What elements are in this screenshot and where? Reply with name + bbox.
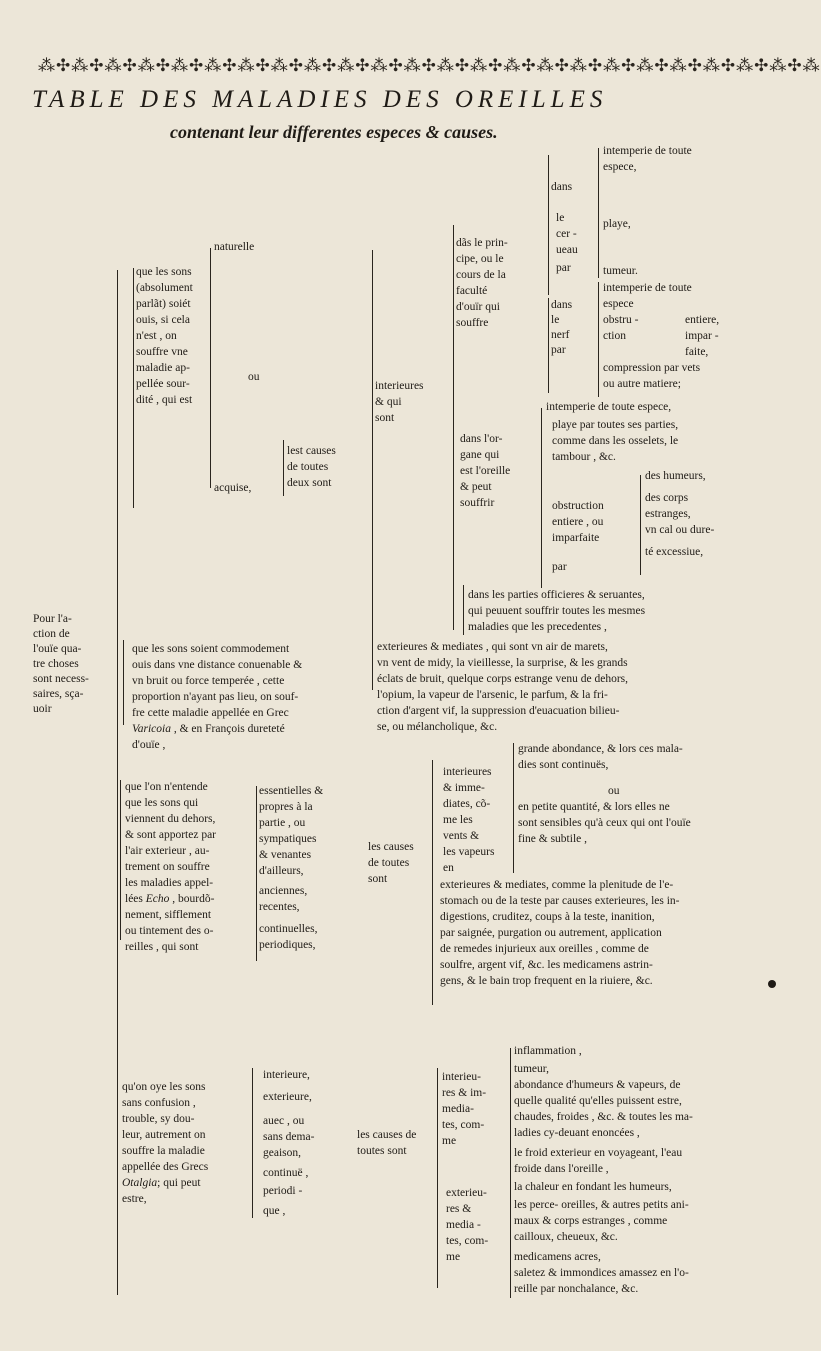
b1-faculte: souffre [456, 317, 489, 329]
page-subtitle: contenant leur differentes especes & causes. [170, 122, 498, 142]
b4-kind: auec , ou [263, 1115, 305, 1127]
b1-faculte: cours de la [456, 269, 506, 281]
b3-causes: sont [368, 873, 388, 885]
b1-line: que les sons [136, 266, 192, 278]
b4-line: appellée des Grecs [122, 1161, 209, 1173]
b1-exterieures: se, ou mélancholique, &c. [377, 721, 498, 733]
b3-line [125, 892, 214, 908]
b1-officieres-brace [463, 585, 464, 635]
b3-kind: periodiques, [259, 939, 316, 951]
b4-e-item: maux & corps estranges , comme [514, 1215, 668, 1227]
root-line: saires, sça- [33, 688, 84, 700]
b2-line: que les sons soient commodement [132, 643, 290, 655]
b4-line: trouble, sy dou- [122, 1113, 195, 1125]
b3-kinds-brace [256, 786, 257, 961]
b1-exterieures: éclats de bruit, quelque corps estrange venu de dehors, [377, 673, 628, 685]
b4-group-brace [437, 1068, 438, 1288]
b3-echo-rest: , bourdõ- [169, 893, 215, 905]
b3-line: trement on souffre [125, 861, 210, 873]
b1-officieres: dans les parties officieres & seruantes, [468, 589, 645, 601]
b4-i-item: tumeur, [514, 1063, 549, 1075]
b1-o4-item: vn cal ou dure- [645, 524, 715, 536]
b3-ext: digestions, cruditez, coups à la teste, inanition, [440, 911, 655, 923]
b3-brace [120, 780, 121, 940]
b1-line: ouis, si cela [136, 314, 190, 326]
b4-line: leur, autrement on [122, 1129, 206, 1141]
b3-line: & sont apportez par [125, 829, 217, 841]
b1-nerf: le [551, 314, 560, 326]
b3-i-item: grande abondance, & lors ces mala- [518, 743, 683, 755]
b1-faculte: d'ouïr qui [456, 301, 500, 313]
root-line: ction de [33, 628, 70, 640]
b4-e-item: froide dans l'oreille , [514, 1163, 609, 1175]
b1-c-item: playe, [603, 218, 631, 230]
b4-e-item: saletez & immondices amassez en l'o- [514, 1267, 689, 1279]
b1-cerveau: le [556, 212, 565, 224]
b3-kind: continuelles, [259, 923, 318, 935]
b1-line: pellée sour- [136, 378, 190, 390]
page-title: TABLE DES MALADIES DES OREILLES [32, 86, 608, 113]
b4-kind: geaison, [263, 1147, 302, 1159]
b3-echo: Echo [145, 893, 170, 905]
b1-n-item: obstru - [603, 314, 639, 326]
b4-causes: les causes de [357, 1129, 417, 1141]
b1-o4-item: des humeurs, [645, 470, 706, 482]
b1-n-item: ction [603, 330, 626, 342]
b1-faculte: cipe, ou le [456, 253, 504, 265]
b1-faculte: faculté [456, 285, 488, 297]
b1-c-item: tumeur. [603, 265, 638, 277]
b4-e-item: la chaleur en fondant les humeurs, [514, 1181, 672, 1193]
b1-n-item: faite, [685, 346, 709, 358]
b1-nerf: par [551, 344, 566, 356]
b4-i-item: chaudes, froides , &c. & toutes les ma- [514, 1111, 693, 1123]
b3-ext: de remedes injurieux aux oreilles , comme de [440, 943, 649, 955]
b1-line: parlãt) soiét [136, 298, 191, 310]
b2-varicoia: Varicoia [132, 723, 171, 735]
b3-ext: par saignée, purgation ou autrement, application [440, 927, 662, 939]
b1-n-item: impar - [685, 330, 719, 342]
b3-line: reilles , qui sont [125, 941, 199, 953]
b4-i-item: inflammation , [514, 1045, 582, 1057]
b3-kind: partie , ou [259, 817, 306, 829]
root-line: uoir [33, 703, 52, 715]
b1-officieres: qui peuuent souffrir toutes les mesmes [468, 605, 646, 617]
b3-kind: & venantes [259, 849, 312, 861]
b1-cerveau-brace [548, 155, 549, 295]
b4-ext: exterieu- [446, 1187, 487, 1199]
b4-line: estre, [122, 1193, 147, 1205]
b4-line [122, 1176, 201, 1192]
b3-line: que l'on n'entende [125, 781, 208, 793]
b3-group-brace [432, 760, 433, 1005]
b3-line: nement, sifflement [125, 909, 212, 921]
b4-kind: sans dema- [263, 1131, 315, 1143]
root-line: l'ouïe qua- [33, 643, 82, 655]
b3-kind: sympatiques [259, 833, 317, 845]
b1-o-item: imparfaite [552, 532, 600, 544]
b3-line: viennent du dehors, [125, 813, 216, 825]
b3-int: interieures [443, 766, 492, 778]
b4-int: tes, com- [442, 1119, 485, 1131]
b1-group-brace [372, 250, 373, 690]
b3-i-item: dies sont continuës, [518, 759, 609, 771]
b1-exterieures: exterieures & mediates , qui sont vn air de marets, [377, 641, 608, 653]
b3-int: les vapeurs [443, 846, 495, 858]
b3-kind: essentielles & [259, 785, 324, 797]
ornament-band: ⁂✣⁂✣⁂✣⁂✣⁂✣⁂✣⁂✣⁂✣⁂✣⁂✣⁂✣⁂✣⁂✣⁂✣⁂✣⁂✣⁂✣⁂✣⁂✣⁂✣⁂✣⁂✣⁂✣⁂ [38, 56, 821, 76]
b3-line: que les sons qui [125, 797, 199, 809]
b1-cerveau: dans [551, 181, 573, 193]
b1-organe: est l'oreille [460, 465, 511, 477]
b1-line: souffre vne [136, 346, 188, 358]
b3-causes: de toutes [368, 857, 410, 869]
b1-o4-item: té excessiue, [645, 546, 704, 558]
b1-faculte: dãs le prin- [456, 237, 508, 249]
b3-line: les maladies appel- [125, 877, 214, 889]
b1-cerveau-list-brace [598, 148, 599, 278]
b3-int: diates, cõ- [443, 798, 491, 810]
b4-i-item: ladies cy-deuant enoncées , [514, 1127, 640, 1139]
b4-ext: media - [446, 1219, 481, 1231]
b1-nerf: dans [551, 299, 573, 311]
b4-kind: interieure, [263, 1069, 310, 1081]
b4-e-item: les perce- oreilles, & autres petits ani- [514, 1199, 689, 1211]
b1-interieures: sont [375, 412, 395, 424]
b1-nerf-list-brace [598, 282, 599, 397]
b1-exterieures: vn vent de midy, la vieillesse, la surprise, & les grands [377, 657, 628, 669]
b3-kind: d'ailleurs, [259, 865, 304, 877]
b1-organe-brace [541, 408, 542, 588]
b4-i-item: abondance d'humeurs & vapeurs, de [514, 1079, 681, 1091]
b2-line: fre cette maladie appellée en Grec [132, 707, 289, 719]
b1-causes-line: lest causes [287, 445, 336, 457]
b3-int: & imme- [443, 782, 485, 794]
b1-exterieures: ction d'argent vif, la suppression d'euacuation bilieu- [377, 705, 620, 717]
b1-organe: & peut [460, 481, 492, 493]
b3-causes: les causes [368, 841, 414, 853]
b1-interieures: & qui [375, 396, 402, 408]
b3-line: ou tintement des o- [125, 925, 214, 937]
b3-ext: gens, & le bain trop frequent en la riuiere, &c. [440, 975, 653, 987]
b1-interieures: interieures [375, 380, 424, 392]
b2-brace [123, 640, 124, 725]
b2-line: proportion n'ayant pas lieu, on souf- [132, 691, 299, 703]
b4-brace [117, 1080, 118, 1185]
b1-n-item: entiere, [685, 314, 720, 326]
b4-line: souffre la maladie [122, 1145, 205, 1157]
b1-organe: gane qui [460, 449, 500, 461]
b1-seat-brace [453, 225, 454, 630]
b1-cat-acquise: acquise, [214, 482, 252, 494]
b1-n-item: espece [603, 298, 634, 310]
b1-cerveau: par [556, 262, 571, 274]
b2-line: ouis dans vne distance conuenable & [132, 659, 303, 671]
b1-o-item: par [552, 561, 567, 573]
b1-o-item: comme dans les osselets, le [552, 435, 679, 447]
b1-or: ou [248, 371, 260, 383]
b2-line: vn bruit ou force temperée , cette [132, 675, 285, 687]
b4-causes: toutes sont [357, 1145, 407, 1157]
b3-i-item: sont sensibles qu'à ceux qui ont l'ouïe [518, 817, 691, 829]
b3-i-item: en petite quantité, & lors elles ne [518, 801, 670, 813]
b1-n-item: ou autre matiere; [603, 378, 681, 390]
b4-int: interieu- [442, 1071, 481, 1083]
b1-officieres: maladies que les precedentes , [468, 621, 607, 633]
b1-o4-brace [640, 475, 641, 575]
b4-int: res & im- [442, 1087, 487, 1099]
b4-int: media- [442, 1103, 474, 1115]
b1-line: n'est , on [136, 330, 177, 342]
b3-ext: stomach ou de la teste par causes exterieures, les in- [440, 895, 680, 907]
b2-line [132, 722, 285, 738]
b4-line: sans confusion , [122, 1097, 196, 1109]
b1-nerf-brace [548, 298, 549, 393]
b3-i-or: ou [608, 785, 620, 797]
b1-c-item: espece, [603, 161, 637, 173]
b2-line: d'ouïe , [132, 739, 166, 751]
b3-i-item: fine & subtile , [518, 833, 587, 845]
b1-causes-line: de toutes [287, 461, 329, 473]
b1-line: (absolument [136, 282, 193, 294]
b4-int-brace [510, 1048, 511, 1148]
root-line: tre choses [33, 658, 79, 670]
root-line: sont necess- [33, 673, 89, 685]
b4-i-item: quelle qualité qu'elles puissent estre, [514, 1095, 682, 1107]
b1-organe: souffrir [460, 497, 495, 509]
b4-e-item: medicamens acres, [514, 1251, 601, 1263]
b4-otalgia-rest: ; qui peut [157, 1177, 201, 1189]
b1-o4-item: estranges, [645, 508, 691, 520]
b1-brace [133, 268, 134, 508]
paragraph-mark-icon [768, 980, 776, 988]
b3-ext: soulfre, argent vif, &c. les medicamens astrin- [440, 959, 653, 971]
b1-o-item: tambour , &c. [552, 451, 616, 463]
b4-kinds-brace [252, 1068, 253, 1218]
b1-n-item: intemperie de toute [603, 282, 692, 294]
b4-otalgia: Otalgia [122, 1177, 158, 1189]
b3-int-brace [513, 743, 514, 873]
b4-ext: me [446, 1251, 461, 1263]
b3-lees: lées [125, 893, 146, 905]
b2-varicoia-rest: , & en François dureteté [170, 723, 285, 735]
b3-kind: anciennes, [259, 885, 308, 897]
b3-line: l'air exterieur , au- [125, 845, 210, 857]
root-line: Pour l'a- [33, 613, 72, 625]
b4-ext-brace [510, 1148, 511, 1298]
b4-line: qu'on oye les sons [122, 1081, 206, 1093]
b1-organe: dans l'or- [460, 433, 503, 445]
b1-c-item: intemperie de toute [603, 145, 692, 157]
b1-cerveau: cer - [556, 228, 577, 240]
b1-o-item: playe par toutes ses parties, [552, 419, 679, 431]
b1-cerveau: ueau [556, 244, 578, 256]
b1-o-item: obstruction [552, 500, 604, 512]
b4-kind: que , [263, 1205, 286, 1217]
b3-kind: recentes, [259, 901, 300, 913]
b4-int: me [442, 1135, 457, 1147]
b1-kind-brace [210, 248, 211, 488]
b1-causes-line: deux sont [287, 477, 332, 489]
b3-int: vents & [443, 830, 480, 842]
b1-o4-item: des corps [645, 492, 689, 504]
b1-nerf: nerf [551, 329, 570, 341]
b4-ext: tes, com- [446, 1235, 489, 1247]
b3-int: me les [443, 814, 473, 826]
b4-kind: exterieure, [263, 1091, 312, 1103]
b3-ext: exterieures & mediates, comme la plenitude de l'e- [440, 879, 674, 891]
b4-kind: periodi - [263, 1185, 303, 1197]
b1-o-item: intemperie de toute espece, [546, 401, 672, 413]
b1-exterieures: l'opium, la vapeur de l'arsenic, le parfum, & la fri- [377, 689, 608, 701]
b4-e-item: cailloux, cheueux, &c. [514, 1231, 618, 1243]
b3-int: en [443, 862, 454, 874]
b1-causes-brace [283, 440, 284, 496]
b1-line: dité , qui est [136, 394, 193, 406]
b4-e-item: reille par nonchalance, &c. [514, 1283, 639, 1295]
b1-cat-naturelle: naturelle [214, 241, 255, 253]
b1-o-item: entiere , ou [552, 516, 604, 528]
b1-line: maladie ap- [136, 362, 190, 374]
b4-ext: res & [446, 1203, 472, 1215]
b1-n-item: compression par vets [603, 362, 701, 374]
b3-kind: propres à la [259, 801, 313, 813]
b4-kind: continuë , [263, 1167, 309, 1179]
b4-e-item: le froid exterieur en voyageant, l'eau [514, 1147, 683, 1159]
